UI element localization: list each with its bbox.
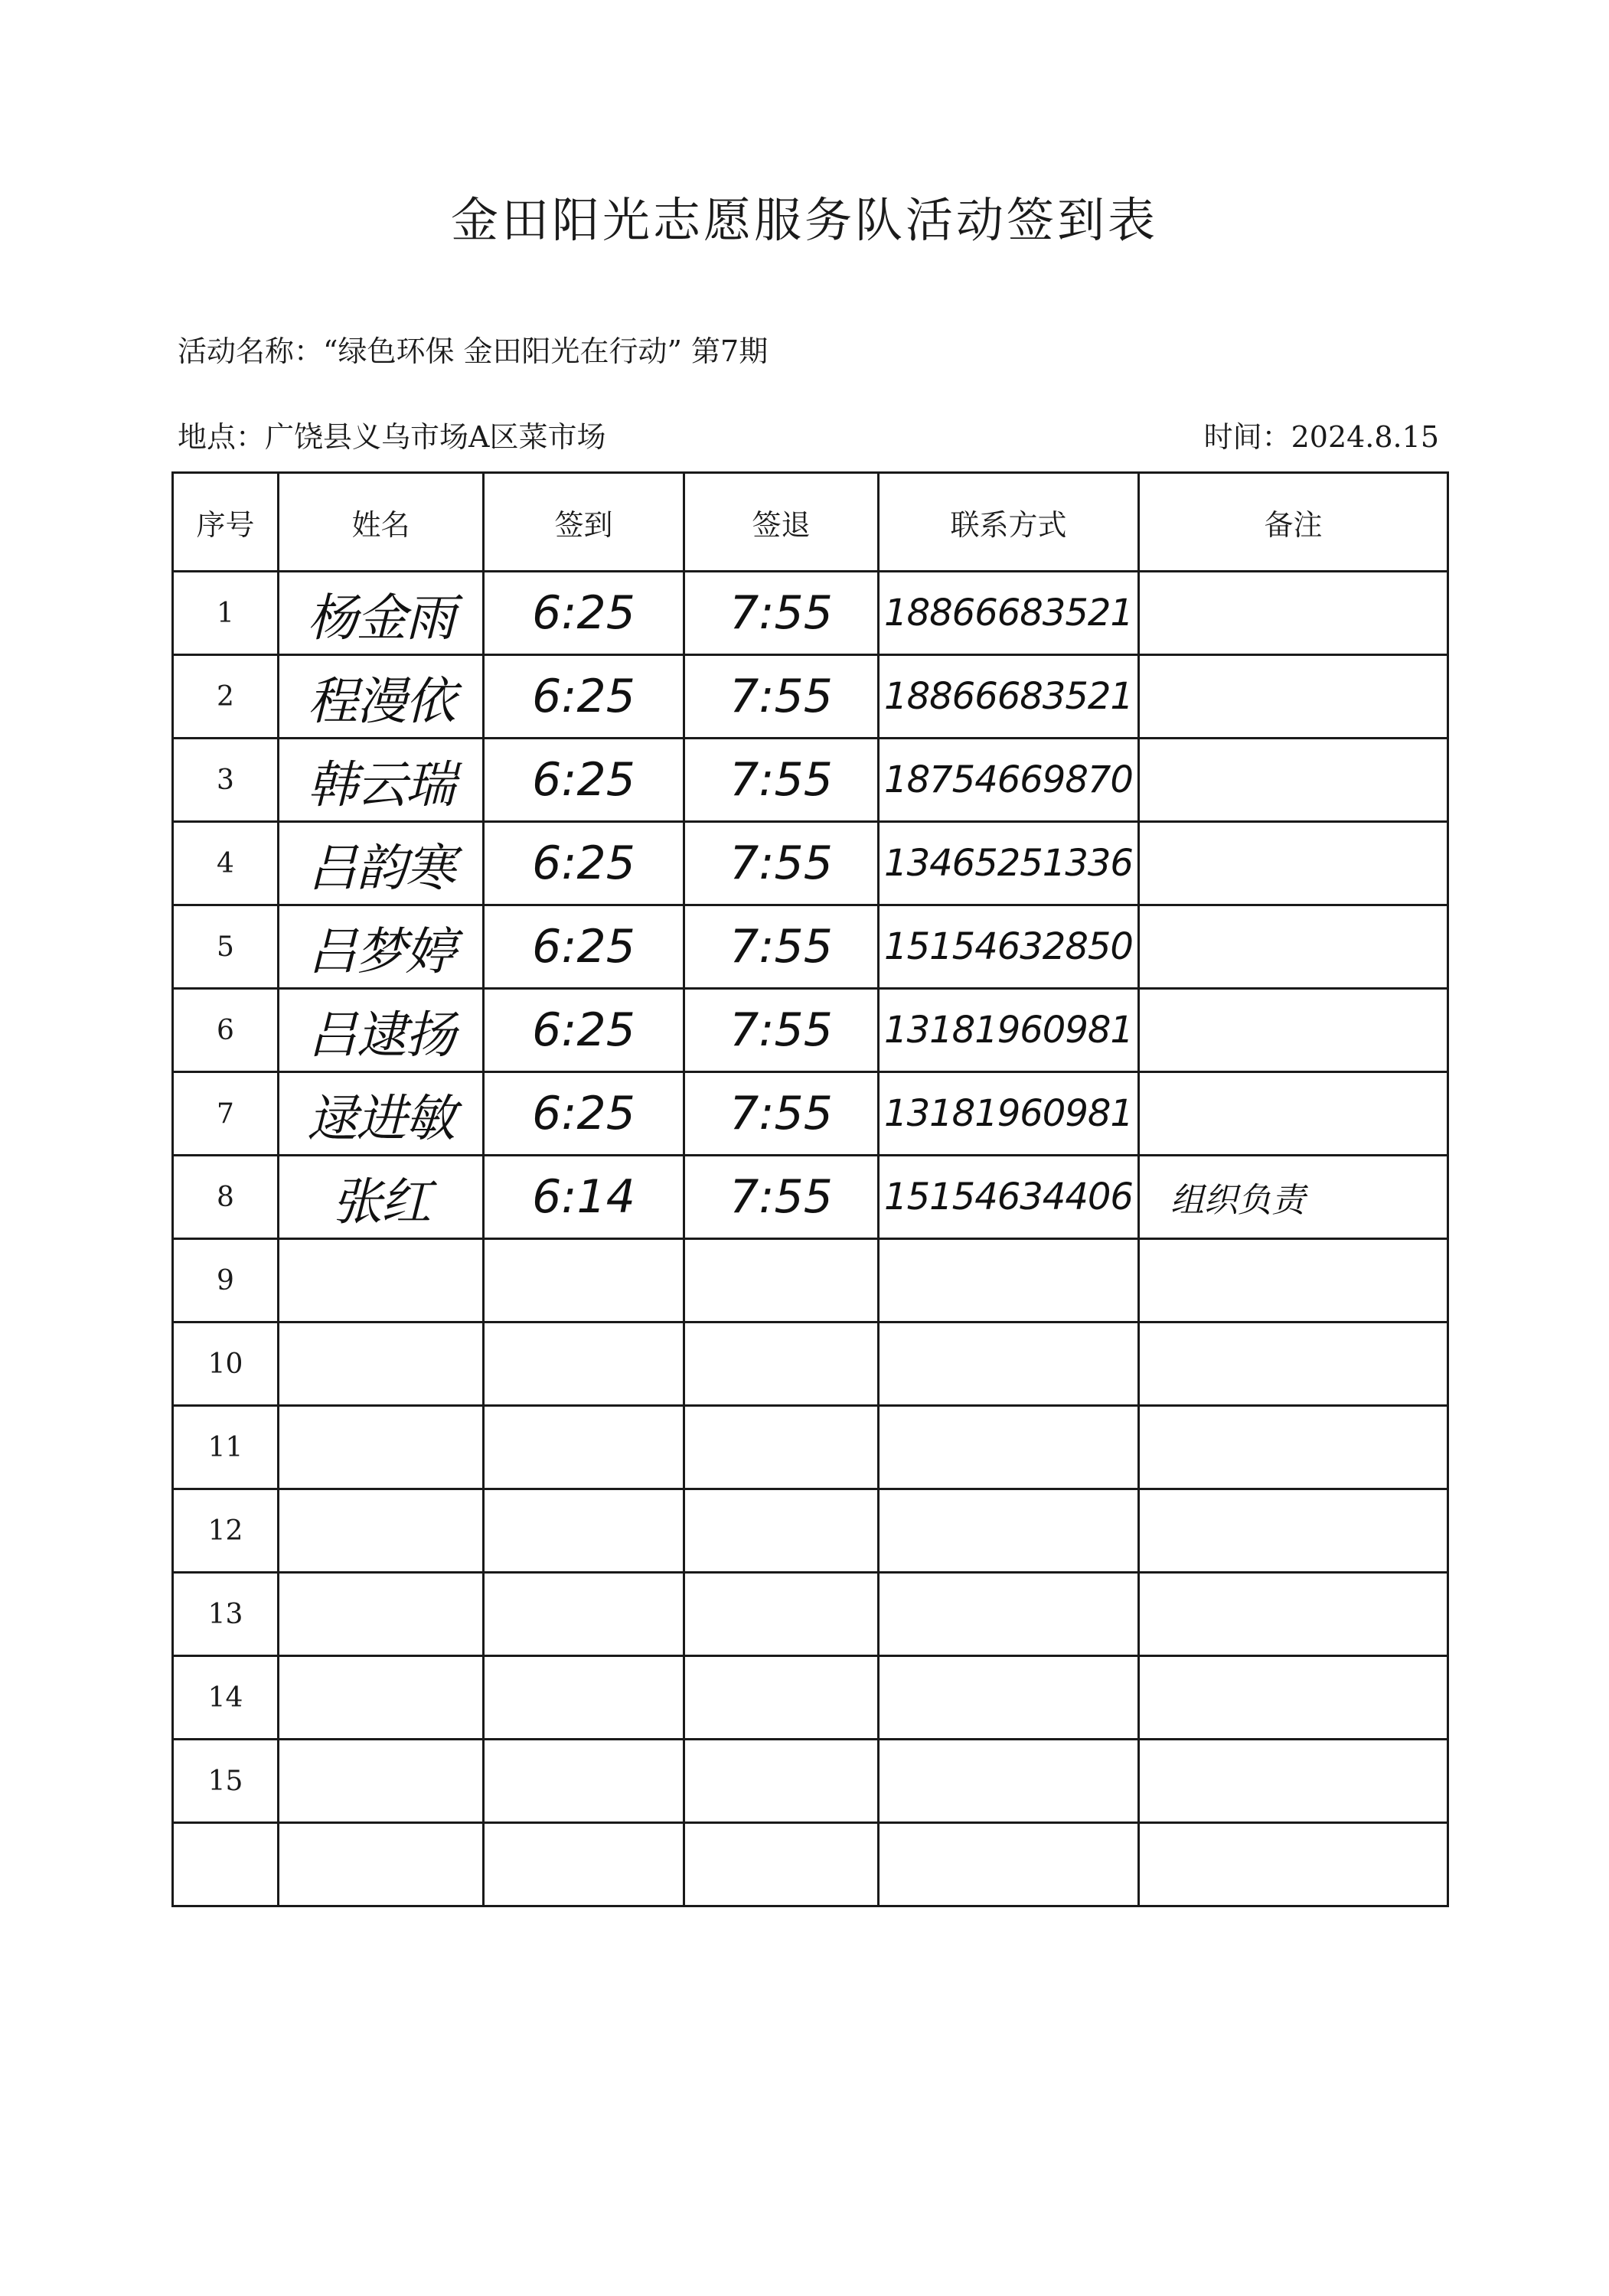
row-sign-in: 6:25 <box>484 905 684 989</box>
date-value: 2024.8.15 <box>1291 420 1439 454</box>
row-sign-in <box>484 1322 684 1406</box>
row-note <box>1139 572 1448 655</box>
row-index: 7 <box>173 1072 279 1156</box>
row-sign-out <box>684 1823 879 1906</box>
row-name: 吕韵寒 <box>279 822 484 905</box>
table-row <box>173 989 1448 1072</box>
table-row <box>173 572 1448 655</box>
header-index: 序号 <box>173 473 279 572</box>
activity-label: 活动名称： <box>178 334 324 368</box>
row-phone <box>879 1406 1139 1489</box>
table-row <box>173 1740 1448 1823</box>
row-note <box>1139 655 1448 739</box>
table-row <box>173 1573 1448 1656</box>
row-sign-out: 7:55 <box>684 905 879 989</box>
row-sign-in <box>484 1406 684 1489</box>
row-phone: 18754669870 <box>879 739 1139 822</box>
date-label: 时间： <box>1203 420 1291 454</box>
row-sign-out: 7:55 <box>684 1156 879 1239</box>
row-phone: 15154632850 <box>879 905 1139 989</box>
row-sign-in <box>484 1656 684 1740</box>
row-note <box>1139 1823 1448 1906</box>
row-sign-out <box>684 1239 879 1322</box>
table-row <box>173 822 1448 905</box>
row-note <box>1139 1239 1448 1322</box>
row-name <box>279 1573 484 1656</box>
row-index: 11 <box>173 1406 279 1489</box>
row-phone <box>879 1740 1139 1823</box>
table-row <box>173 1656 1448 1740</box>
row-phone <box>879 1322 1139 1406</box>
table-row <box>173 905 1448 989</box>
row-sign-out <box>684 1489 879 1573</box>
row-index: 6 <box>173 989 279 1072</box>
row-sign-in: 6:25 <box>484 822 684 905</box>
row-name <box>279 1489 484 1573</box>
row-note <box>1139 822 1448 905</box>
table-header-row <box>173 473 1448 572</box>
row-index: 15 <box>173 1740 279 1823</box>
row-phone: 15154634406 <box>879 1156 1139 1239</box>
row-note <box>1139 1740 1448 1823</box>
row-sign-out <box>684 1740 879 1823</box>
row-phone <box>879 1656 1139 1740</box>
table-row <box>173 1072 1448 1156</box>
row-sign-out: 7:55 <box>684 739 879 822</box>
row-index: 3 <box>173 739 279 822</box>
row-sign-out: 7:55 <box>684 655 879 739</box>
row-sign-in <box>484 1239 684 1322</box>
row-sign-in: 6:25 <box>484 989 684 1072</box>
table-row <box>173 1406 1448 1489</box>
row-phone: 13465251336 <box>879 822 1139 905</box>
row-sign-in: 6:25 <box>484 655 684 739</box>
row-sign-in: 6:14 <box>484 1156 684 1239</box>
row-phone <box>879 1239 1139 1322</box>
row-index: 2 <box>173 655 279 739</box>
row-name <box>279 1239 484 1322</box>
sign-in-table <box>171 471 1449 1907</box>
row-phone <box>879 1573 1139 1656</box>
table-row <box>173 739 1448 822</box>
row-index: 10 <box>173 1322 279 1406</box>
row-phone: 13181960981 <box>879 989 1139 1072</box>
row-note <box>1139 1406 1448 1489</box>
date-line <box>1204 413 1439 455</box>
row-phone: 18866683521 <box>879 655 1139 739</box>
table-row <box>173 1489 1448 1573</box>
row-sign-in <box>484 1823 684 1906</box>
row-note <box>1139 1573 1448 1656</box>
location-value: 广饶县义乌市场A区菜市场 <box>265 420 606 454</box>
row-name: 韩云瑞 <box>279 739 484 822</box>
row-name <box>279 1406 484 1489</box>
row-index <box>173 1823 279 1906</box>
row-sign-in <box>484 1489 684 1573</box>
row-name: 逯进敏 <box>279 1072 484 1156</box>
row-index: 4 <box>173 822 279 905</box>
row-sign-in: 6:25 <box>484 739 684 822</box>
row-name: 杨金雨 <box>279 572 484 655</box>
row-sign-in <box>484 1740 684 1823</box>
table-row <box>173 1823 1448 1906</box>
row-note <box>1139 1072 1448 1156</box>
row-name <box>279 1656 484 1740</box>
row-sign-in: 6:25 <box>484 572 684 655</box>
row-note <box>1139 989 1448 1072</box>
row-note <box>1139 905 1448 989</box>
table-row <box>173 655 1448 739</box>
header-sign-in: 签到 <box>484 473 684 572</box>
document-title: 金田阳光志愿服务队活动签到表 <box>450 192 1158 248</box>
row-note: 组织负责 <box>1139 1156 1448 1239</box>
row-sign-out: 7:55 <box>684 572 879 655</box>
row-index: 12 <box>173 1489 279 1573</box>
row-sign-out: 7:55 <box>684 989 879 1072</box>
row-sign-in: 6:25 <box>484 1072 684 1156</box>
row-name <box>279 1740 484 1823</box>
row-name <box>279 1322 484 1406</box>
row-sign-out <box>684 1406 879 1489</box>
row-index: 14 <box>173 1656 279 1740</box>
table-row <box>173 1239 1448 1322</box>
row-name: 程漫依 <box>279 655 484 739</box>
header-sign-out: 签退 <box>684 473 879 572</box>
row-phone <box>879 1489 1139 1573</box>
header-note: 备注 <box>1139 473 1448 572</box>
row-sign-out <box>684 1322 879 1406</box>
location-line <box>178 413 605 455</box>
row-note <box>1139 1322 1448 1406</box>
row-note <box>1139 1656 1448 1740</box>
row-phone: 13181960981 <box>879 1072 1139 1156</box>
row-sign-out <box>684 1656 879 1740</box>
row-index: 9 <box>173 1239 279 1322</box>
row-name <box>279 1823 484 1906</box>
row-sign-in <box>484 1573 684 1656</box>
header-name: 姓名 <box>279 473 484 572</box>
row-note <box>1139 1489 1448 1573</box>
table-row <box>173 1156 1448 1239</box>
location-label: 地点： <box>178 420 266 454</box>
row-index: 5 <box>173 905 279 989</box>
header-contact: 联系方式 <box>879 473 1139 572</box>
row-index: 8 <box>173 1156 279 1239</box>
row-note <box>1139 739 1448 822</box>
row-sign-out <box>684 1573 879 1656</box>
activity-value: “绿色环保 金田阳光在行动” 第7期 <box>323 334 769 368</box>
activity-line <box>178 328 768 370</box>
table-row <box>173 1322 1448 1406</box>
row-name: 张红 <box>279 1156 484 1239</box>
row-name: 吕逮扬 <box>279 989 484 1072</box>
row-phone <box>879 1823 1139 1906</box>
row-name: 吕梦婷 <box>279 905 484 989</box>
row-index: 1 <box>173 572 279 655</box>
row-sign-out: 7:55 <box>684 1072 879 1156</box>
row-phone: 18866683521 <box>879 572 1139 655</box>
row-sign-out: 7:55 <box>684 822 879 905</box>
row-index: 13 <box>173 1573 279 1656</box>
